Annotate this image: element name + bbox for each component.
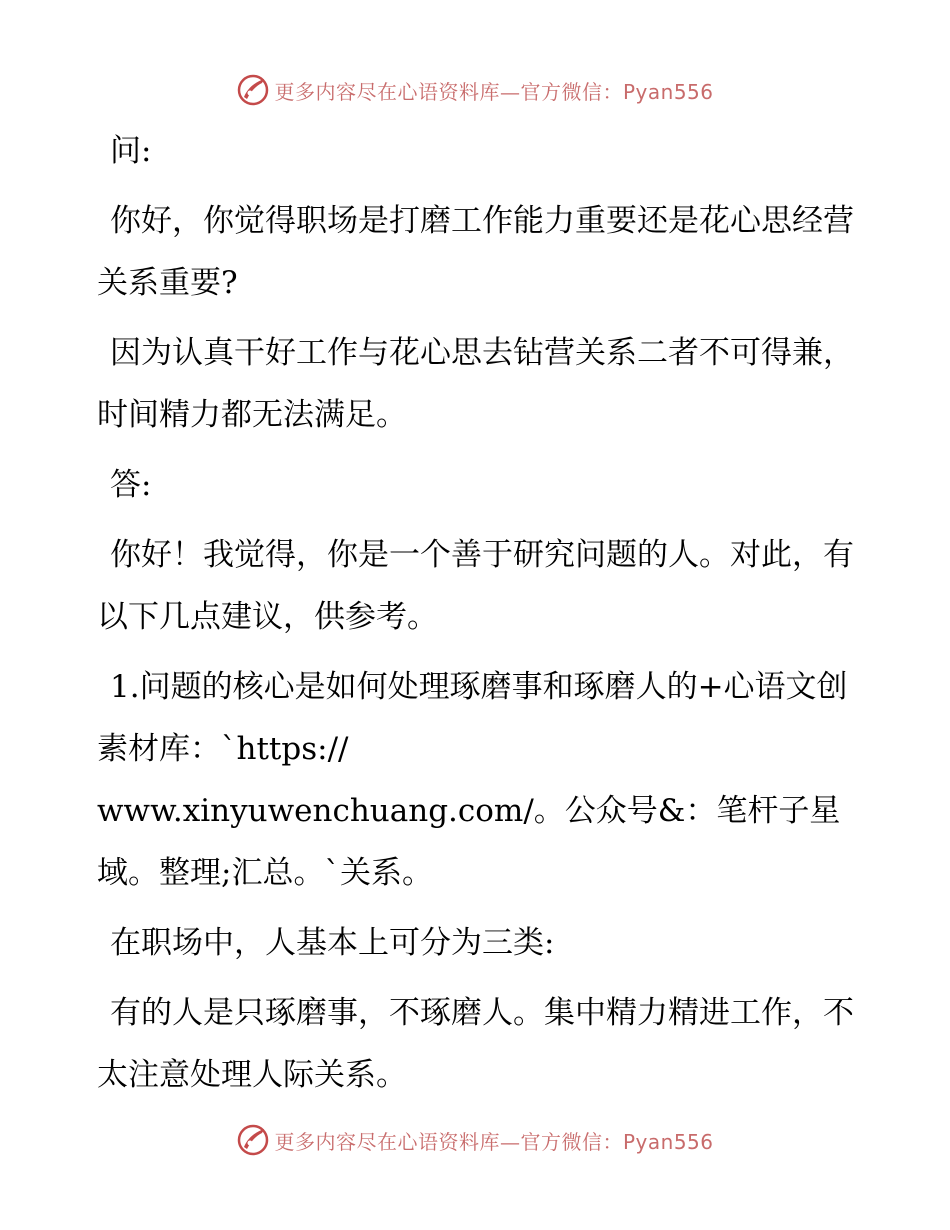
- question-paragraph-1: 你好，你觉得职场是打磨工作能力重要还是花心思经营关系重要?: [97, 203, 854, 301]
- answer-paragraph-4: 在职场中，人基本上可分为三类:: [110, 925, 555, 961]
- answer-paragraph-2: 1.问题的核心是如何处理琢磨事和琢磨人的+心语文创素材库：`https://: [97, 669, 848, 767]
- wechat-id: Pyan556: [622, 1129, 714, 1154]
- document-body: [97, 120, 857, 1114]
- wechat-id: Pyan556: [622, 79, 714, 104]
- watermark-label: 更多内容尽在心语资料库—官方微信：: [274, 1129, 623, 1154]
- footer-watermark: [0, 1120, 950, 1160]
- pen-in-circle-icon: [236, 1123, 270, 1157]
- question-paragraph-2: 因为认真干好工作与花心思去钻营关系二者不可得兼，时间精力都无法满足。: [97, 335, 854, 433]
- watermark-text: [274, 1126, 713, 1155]
- answer-heading: 答:: [110, 467, 152, 503]
- answer-paragraph-5: 有的人是只琢磨事，不琢磨人。集中精力精进工作，不太注意处理人际关系。: [97, 995, 854, 1093]
- answer-paragraph-1: 你好！我觉得，你是一个善于研究问题的人。对此，有以下几点建议，供参考。: [97, 537, 854, 635]
- pen-in-circle-icon: [236, 73, 270, 107]
- question-heading: 问:: [110, 133, 152, 169]
- watermark-label: 更多内容尽在心语资料库—官方微信：: [274, 79, 623, 104]
- answer-paragraph-3: www.xinyuwenchuang.com/。公众号&：笔杆子星域。整理;汇总。`关系。: [97, 793, 841, 891]
- header-watermark: [0, 70, 950, 110]
- watermark-text: [274, 76, 713, 105]
